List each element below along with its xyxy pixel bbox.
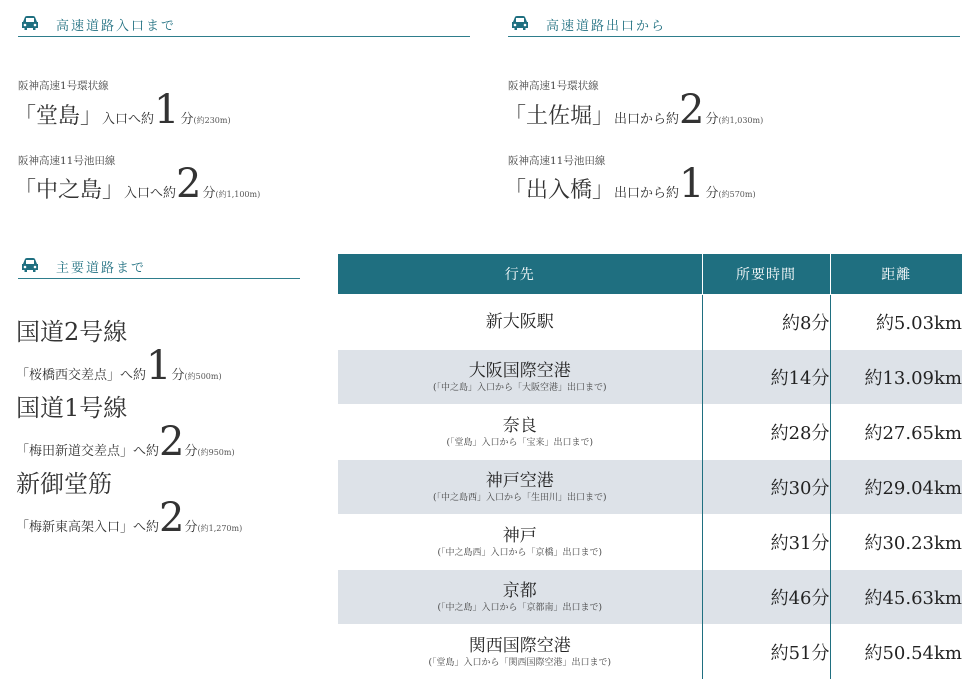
- table-row: [338, 515, 962, 570]
- table-row: [338, 350, 962, 405]
- road-point: 「梅新東高架入口」へ約: [16, 520, 160, 535]
- destination-name: 関西国際空港: [468, 636, 571, 656]
- highway-exit-entry: [504, 87, 764, 133]
- highway-entrance-entry: [14, 87, 231, 133]
- road-distance: (約1,270m): [197, 524, 243, 533]
- destination-cell: [338, 350, 702, 405]
- car-icon: [20, 14, 40, 32]
- road-distance: (約950m): [197, 448, 235, 457]
- highway-line-name: 阪神高速11号池田線: [18, 155, 116, 167]
- highway-line-name: 阪神高速1号環状線: [18, 80, 109, 92]
- entry-distance: (約230m): [193, 116, 231, 125]
- table-row: [338, 460, 962, 515]
- entry-distance: (約570m): [718, 190, 756, 199]
- distance-cell: 約5.03km: [830, 295, 962, 350]
- road-point: 「桜橋西交差点」へ約: [16, 368, 147, 383]
- route-table: [338, 254, 962, 679]
- table-row: [338, 570, 962, 625]
- road-point: 「梅田新道交差点」へ約: [16, 444, 160, 459]
- destination-note: (「中之島」入口から「京都南」出口まで): [437, 603, 603, 613]
- entry-unit: 分: [180, 112, 194, 127]
- header-distance: 距離: [830, 254, 962, 295]
- time-cell: 約51分: [702, 625, 830, 680]
- entry-suffix: 出口から約: [614, 112, 680, 127]
- entry-unit: 分: [705, 112, 719, 127]
- destination-name: 京都: [502, 581, 537, 601]
- road-minutes: 2: [159, 495, 185, 541]
- entrance-place: 「堂島」: [14, 104, 103, 129]
- time-cell: 約14分: [702, 350, 830, 405]
- time-cell: 約46分: [702, 570, 830, 625]
- road-distance: (約500m): [184, 372, 222, 381]
- highway-line-name: 阪神高速1号環状線: [508, 80, 599, 92]
- entry-minutes: 1: [154, 87, 181, 133]
- time-cell: 約31分: [702, 515, 830, 570]
- destination-name: 奈良: [502, 416, 537, 436]
- section-title: 高速道路出口から: [546, 19, 667, 34]
- entry-unit: 分: [705, 186, 719, 201]
- road-unit: 分: [171, 368, 185, 383]
- entry-suffix: 入口へ約: [124, 186, 177, 201]
- section-title: 高速道路入口まで: [56, 19, 177, 34]
- entry-distance: (約1,030m): [718, 116, 764, 125]
- distance-cell: 約30.23km: [830, 515, 962, 570]
- destination-cell: [338, 295, 702, 350]
- section-header-highway-entrance: [18, 12, 470, 37]
- destination-cell: [338, 405, 702, 460]
- road-minutes: 1: [146, 343, 172, 389]
- road-name: 国道2号線: [16, 318, 128, 346]
- destination-name: 神戸空港: [485, 471, 554, 491]
- destination-note: (「中之島西」入口から「生田川」出口まで): [432, 493, 607, 503]
- exit-place: 「土佐堀」: [504, 104, 615, 129]
- entry-distance: (約1,100m): [215, 190, 261, 199]
- time-cell: 約8分: [702, 295, 830, 350]
- distance-cell: 約45.63km: [830, 570, 962, 625]
- time-cell: 約28分: [702, 405, 830, 460]
- destination-name: 大阪国際空港: [468, 361, 571, 381]
- section-header-main-roads: [18, 254, 300, 279]
- distance-cell: 約27.65km: [830, 405, 962, 460]
- main-road-entry: [16, 318, 222, 389]
- destination-cell: [338, 570, 702, 625]
- entry-suffix: 入口へ約: [102, 112, 155, 127]
- destination-note: (「堂島」入口から「関西国際空港」出口まで): [428, 658, 612, 668]
- entry-suffix: 出口から約: [614, 186, 680, 201]
- main-road-entry: [16, 470, 243, 541]
- highway-line-name: 阪神高速11号池田線: [508, 155, 606, 167]
- road-unit: 分: [184, 444, 198, 459]
- table-row: [338, 405, 962, 460]
- destination-name: 新大阪駅: [485, 312, 554, 332]
- car-icon: [20, 256, 40, 274]
- header-destination: 行先: [338, 254, 702, 295]
- destination-cell: [338, 460, 702, 515]
- road-minutes: 2: [159, 419, 185, 465]
- time-cell: 約30分: [702, 460, 830, 515]
- distance-cell: 約29.04km: [830, 460, 962, 515]
- entrance-place: 「中之島」: [14, 178, 125, 203]
- table-header-row: [338, 254, 962, 295]
- destination-note: (「中之島」入口から「大阪空港」出口まで): [432, 383, 607, 393]
- road-name: 国道1号線: [16, 394, 128, 422]
- road-name: 新御堂筋: [16, 470, 112, 498]
- section-title: 主要道路まで: [56, 261, 147, 276]
- entry-minutes: 2: [176, 161, 203, 207]
- table-row: [338, 295, 962, 350]
- entry-minutes: 2: [679, 87, 706, 133]
- distance-cell: 約13.09km: [830, 350, 962, 405]
- destination-cell: [338, 515, 702, 570]
- destination-note: (「堂島」入口から「宝来」出口まで): [446, 438, 594, 448]
- car-icon: [510, 14, 530, 32]
- destination-cell: [338, 625, 702, 680]
- section-header-highway-exit: [508, 12, 960, 37]
- table-row: [338, 625, 962, 680]
- entry-unit: 分: [202, 186, 216, 201]
- destination-name: 神戸: [502, 526, 537, 546]
- exit-place: 「出入橋」: [504, 178, 615, 203]
- destination-note: (「中之島西」入口から「京橋」出口まで): [437, 548, 603, 558]
- entry-minutes: 1: [679, 161, 706, 207]
- distance-cell: 約50.54km: [830, 625, 962, 680]
- header-time: 所要時間: [702, 254, 830, 295]
- road-unit: 分: [184, 520, 198, 535]
- main-road-entry: [16, 394, 235, 465]
